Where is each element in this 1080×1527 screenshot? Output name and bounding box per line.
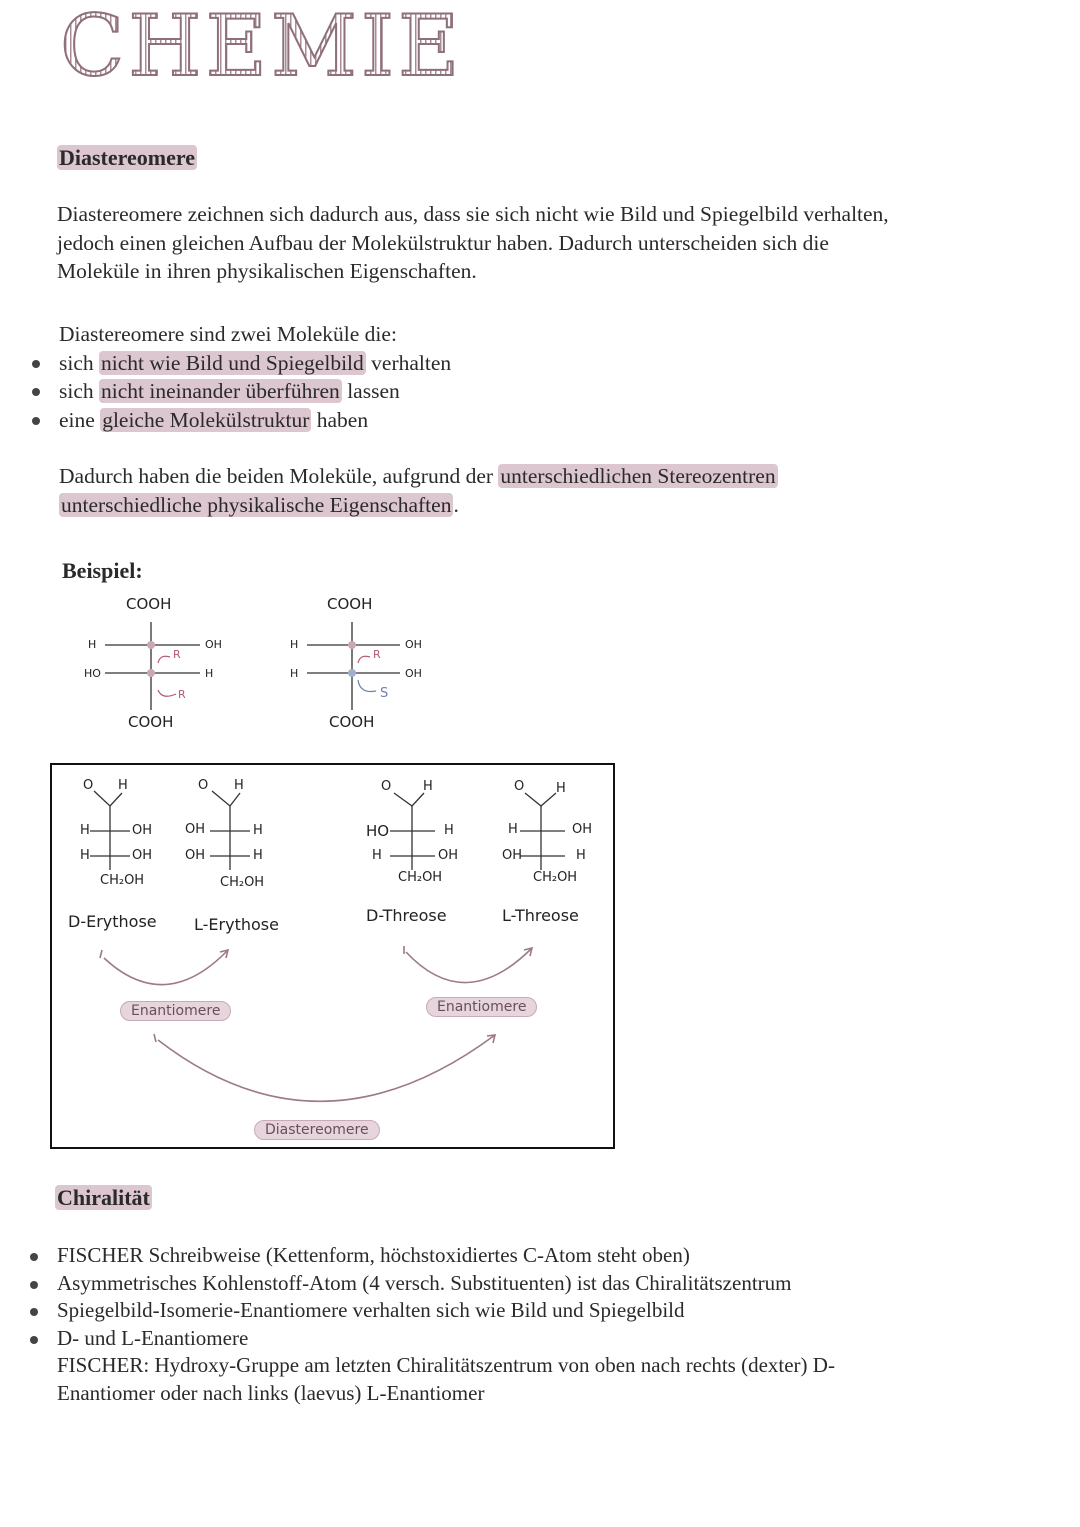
- label-h: H: [290, 638, 299, 651]
- label-o: O: [83, 778, 94, 793]
- label-ho: HO: [84, 667, 101, 680]
- label-ho: HO: [366, 822, 390, 840]
- label-h: H: [444, 823, 454, 838]
- label-ch2oh: CH₂OH: [533, 870, 578, 885]
- section-heading-chiralitaet: Chiralität: [57, 1185, 150, 1210]
- label-oh: OH: [405, 638, 422, 651]
- label-h: H: [253, 848, 263, 863]
- example-label: Beispiel:: [62, 558, 143, 583]
- label-oh: OH: [132, 823, 153, 838]
- label-s: S: [380, 686, 389, 701]
- list-item: D- und L-Enantiomere: [57, 1325, 1032, 1353]
- label-h: H: [372, 848, 382, 863]
- conclusion-paragraph: Dadurch haben die beiden Moleküle, aufgrund der unterschiedlichen Stereozentren unterschiedliche physikalische Eigenschaften.: [59, 464, 776, 517]
- intro-paragraph: Diastereomere zeichnen sich dadurch aus, dass sie sich nicht wie Bild und Spiegelbild verhalten, jedoch einen gleichen Aufbau der Molekülstruktur haben. Dadurch unterscheiden sich die Moleküle in ihren physikalischen Eigenschaften.: [57, 202, 889, 283]
- label-h: H: [88, 638, 97, 651]
- enantiomere-badge: Enantiomere: [426, 997, 537, 1017]
- list-item: Spiegelbild-Isomerie-Enantiomere verhalten sich wie Bild und Spiegelbild: [57, 1297, 1032, 1325]
- list-item: sich nicht ineinander überführen lassen: [59, 377, 1034, 406]
- fischer-note: Enantiomer oder nach links (laevus) L-Enantiomer: [57, 1380, 485, 1405]
- label-o: O: [514, 779, 525, 794]
- label-ch2oh: CH₂OH: [100, 873, 145, 888]
- label-h: H: [118, 778, 128, 793]
- name-d-erythose: D-Erythose: [68, 912, 157, 931]
- label-cooh: COOH: [329, 713, 375, 731]
- label-r: R: [173, 648, 181, 661]
- label-h: H: [234, 778, 244, 793]
- label-cooh: COOH: [128, 713, 174, 731]
- page-title: CHEMIE: [60, 0, 464, 95]
- label-ch2oh: CH₂OH: [220, 875, 265, 890]
- label-oh: OH: [572, 822, 593, 837]
- label-oh: OH: [132, 848, 153, 863]
- label-r: R: [178, 688, 186, 701]
- label-h: H: [205, 667, 214, 680]
- label-h: H: [556, 781, 566, 796]
- name-l-threose: L-Threose: [502, 906, 579, 925]
- label-r: R: [373, 648, 381, 661]
- label-h: H: [508, 822, 518, 837]
- label-h: H: [80, 848, 90, 863]
- list-item: eine gleiche Molekülstruktur haben: [59, 406, 1034, 435]
- label-h: H: [253, 823, 263, 838]
- label-h: H: [423, 779, 433, 794]
- label-h: H: [576, 848, 586, 863]
- label-h: H: [290, 667, 299, 680]
- name-l-erythose: L-Erythose: [194, 915, 279, 934]
- label-cooh: COOH: [126, 595, 172, 613]
- list-intro: Diastereomere sind zwei Moleküle die:: [59, 322, 397, 346]
- label-oh: OH: [405, 667, 422, 680]
- enantiomere-badge: Enantiomere: [120, 1001, 231, 1021]
- label-cooh: COOH: [327, 595, 373, 613]
- label-oh: OH: [185, 848, 206, 863]
- chiralitaet-list: [57, 1242, 1032, 1407]
- label-h: H: [80, 823, 90, 838]
- label-oh: OH: [438, 848, 459, 863]
- label-o: O: [198, 778, 209, 793]
- label-ch2oh: CH₂OH: [398, 870, 443, 885]
- name-d-threose: D-Threose: [366, 906, 447, 925]
- list-item: sich nicht wie Bild und Spiegelbild verhalten: [59, 349, 1034, 378]
- label-oh: OH: [502, 848, 523, 863]
- fischer-note: FISCHER: Hydroxy-Gruppe am letzten Chiralitätszentrum von oben nach rechts (dexter) D-: [57, 1353, 835, 1377]
- list-item: Asymmetrisches Kohlenstoff-Atom (4 versch. Substituenten) ist das Chiralitätszentrum: [57, 1270, 1032, 1298]
- label-o: O: [381, 779, 392, 794]
- label-oh: OH: [185, 822, 206, 837]
- section-heading-diastereomere: Diastereomere: [59, 145, 196, 170]
- diastereomere-badge: Diastereomere: [254, 1120, 380, 1140]
- list-item: FISCHER Schreibweise (Kettenform, höchstoxidiertes C-Atom steht oben): [57, 1242, 1032, 1270]
- label-oh: OH: [205, 638, 222, 651]
